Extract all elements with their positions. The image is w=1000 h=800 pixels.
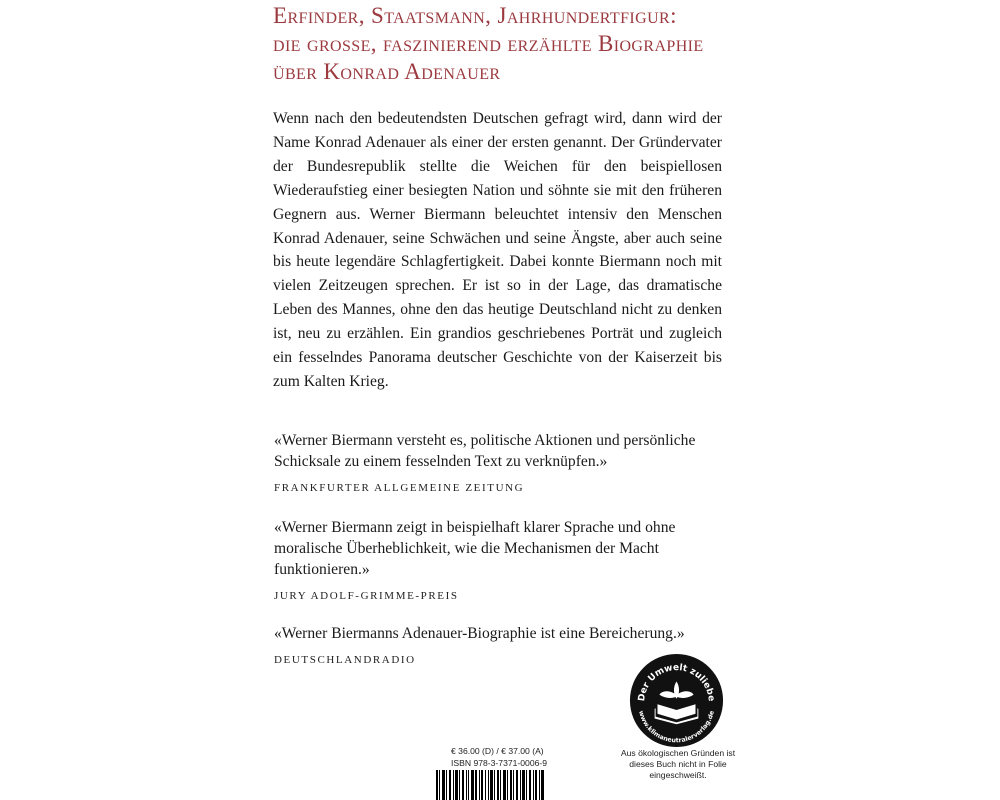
headline	[273, 2, 728, 86]
price-text: € 36.00 (D) / € 37.00 (A)	[451, 746, 544, 756]
eco-badge	[629, 653, 724, 748]
eco-badge-bottom-text: www.klimaneutralerverlag.de	[637, 710, 716, 745]
headline-line-2: die grosse, faszinierend erzählte Biographie über Konrad Adenauer	[273, 31, 704, 84]
isbn-text: ISBN 978-3-7371-0006-9	[451, 758, 548, 768]
eco-badge-top-text: Der Umwelt zuliebe	[637, 663, 716, 702]
quote-source: DEUTSCHLANDRADIO	[274, 654, 416, 666]
quote-source: JURY ADOLF-GRIMME-PREIS	[274, 590, 459, 602]
quote-text: «Werner Biermann zeigt in beispielhaft klarer Sprache und ohne moralische Überheblichkeit, wie die Mechanismen der Macht funktionieren.»	[274, 519, 676, 578]
headline-line-1: Erfinder, Staatsmann, Jahrhundertfigur:	[273, 3, 677, 28]
eco-note: Aus ökologischen Gründen ist dieses Buch nicht in Folie eingeschweißt.	[620, 748, 736, 780]
review-quote-1	[274, 430, 744, 499]
quote-text: «Werner Biermann versteht es, politische Aktionen und persönliche Schicksale zu einem fesselnden Text zu verknüpfen.»	[274, 432, 696, 470]
book-blurb: Wenn nach den bedeutendsten Deutschen gefragt wird, dann wird der Name Konrad Adenauer als einer der ersten genannt. Der Gründervater der Bundesrepublik stellte die Weichen für den beispiellosen Wiederaufstieg einer besiegten Nation und söhnte sie mit den früheren Gegnern aus. Werner Biermann beleuchtet intensiv den Menschen Konrad Adenauer, seine Schwächen und seine Ängste, aber auch seine bis heute legendäre Schlagfertigkeit. Dabei konnte Biermann noch mit vielen Zeitzeugen sprechen. Er ist so in der Lage, das dramatische Leben des Mannes, ohne den das heutige Deutschland nicht zu denken ist, neu zu erzählen. Ein grandios geschriebenes Porträt und zugleich ein fesselndes Panorama deutscher Geschichte von der Kaiserzeit bis zum Kalten Krieg.	[273, 110, 722, 390]
review-quote-2	[274, 517, 744, 607]
barcode	[436, 770, 544, 800]
quote-text: «Werner Biermanns Adenauer-Biographie ist eine Bereicherung.»	[274, 625, 685, 642]
quote-source: FRANKFURTER ALLGEMEINE ZEITUNG	[274, 482, 525, 494]
price-block	[451, 745, 547, 769]
